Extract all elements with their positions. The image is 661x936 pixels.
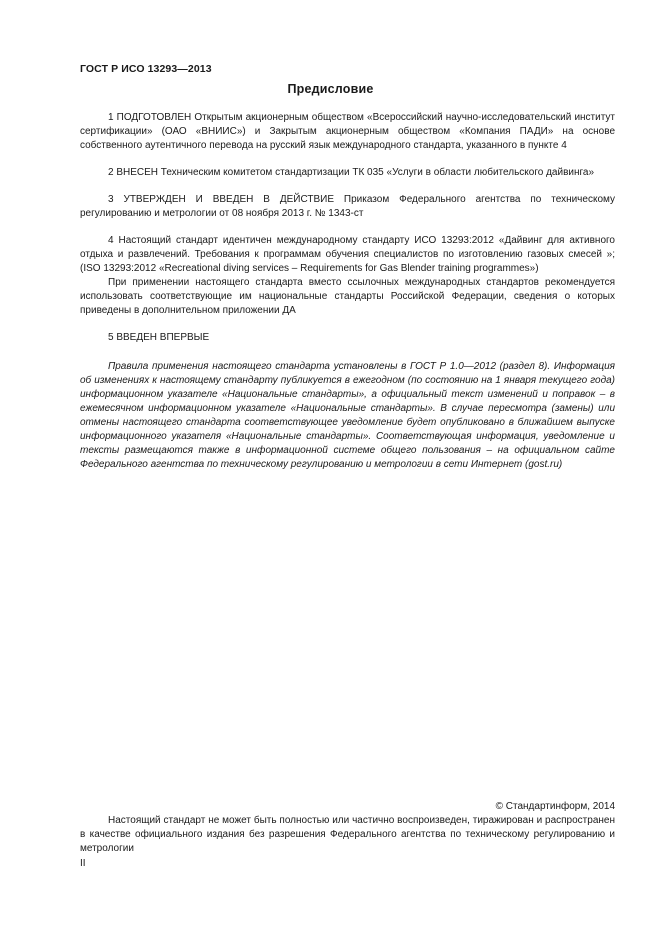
section-introduced: 2 ВНЕСЕН Техническим комитетом стандартизации ТК 035 «Услуги в области любительского дайвинга» [108,167,595,178]
section-approved: 3 УТВЕРЖДЕН И ВВЕДЕН В ДЕЙСТВИЕ Приказом Федерального агентства по техническому регулированию и метрологии от 08 ноября 2013 г. № 1343-ст [80,194,615,219]
page-number: II [80,858,86,869]
copyright: © Стандартинформ, 2014 [495,801,615,812]
reproduction-notice: Настоящий стандарт не может быть полностью или частично воспроизведен, тиражирован и распространен в качестве официального издания без разрешения Федерального агентства по техническому регулированию и метрологии [80,815,615,854]
section-identical-note: При применении настоящего стандарта вместо ссылочных международных стандартов рекомендуется использовать соответствующие им национальные стандарты Российской Федерации, сведения о которых приведены в дополнительном приложении ДА [80,277,615,316]
page-title: Предисловие [287,82,374,96]
standard-id: ГОСТ Р ИСО 13293—2013 [80,63,212,75]
section-first-introduced: 5 ВВЕДЕН ВПЕРВЫЕ [108,332,210,343]
foreword-body [80,111,615,472]
section-prepared: 1 ПОДГОТОВЛЕН Открытым акционерным обществом «Всероссийский научно-исследовательский институт сертификации» (ОАО «ВНИИС») и Закрытым акционерным обществом «Компания ПАДИ» на основе собственного аутентичного перевода на русский язык международного стандарта, указанного в пункте 4 [80,112,615,151]
rules-block [80,360,615,472]
rules-paragraph: Правила применения настоящего стандарта установлены в ГОСТ Р 1.0—2012 (раздел 8). Информация об изменениях к настоящему стандарту публикуется в ежегодном (по состоянию на 1 января текущего года) информационном указателе «Национальные стандарты», а официальный текст изменений и поправок – в ежемесячном информационном указателе «Национальные стандарты». В случае пересмотра (замены) или отмены настоящего стандарта соответствующее уведомление будет опубликовано в ближайшем выпуске информационного указателя «Национальные стандарты». Соответствующая информация, уведомление и тексты размещаются также в информационной системе общего пользования – на официальном сайте Федерального агентства по техническому регулированию и метрологии в сети Интернет (gost.ru) [80,361,615,470]
footer [80,800,615,856]
section-identical: 4 Настоящий стандарт идентичен международному стандарту ИСО 13293:2012 «Дайвинг для активного отдыха и развлечений. Требования к программам обучения специалистов по изготовлению газовых смесей »; (ISO 13293:2012 «Recreational diving services – Requirements for Gas Blender training programmes») [80,235,615,274]
